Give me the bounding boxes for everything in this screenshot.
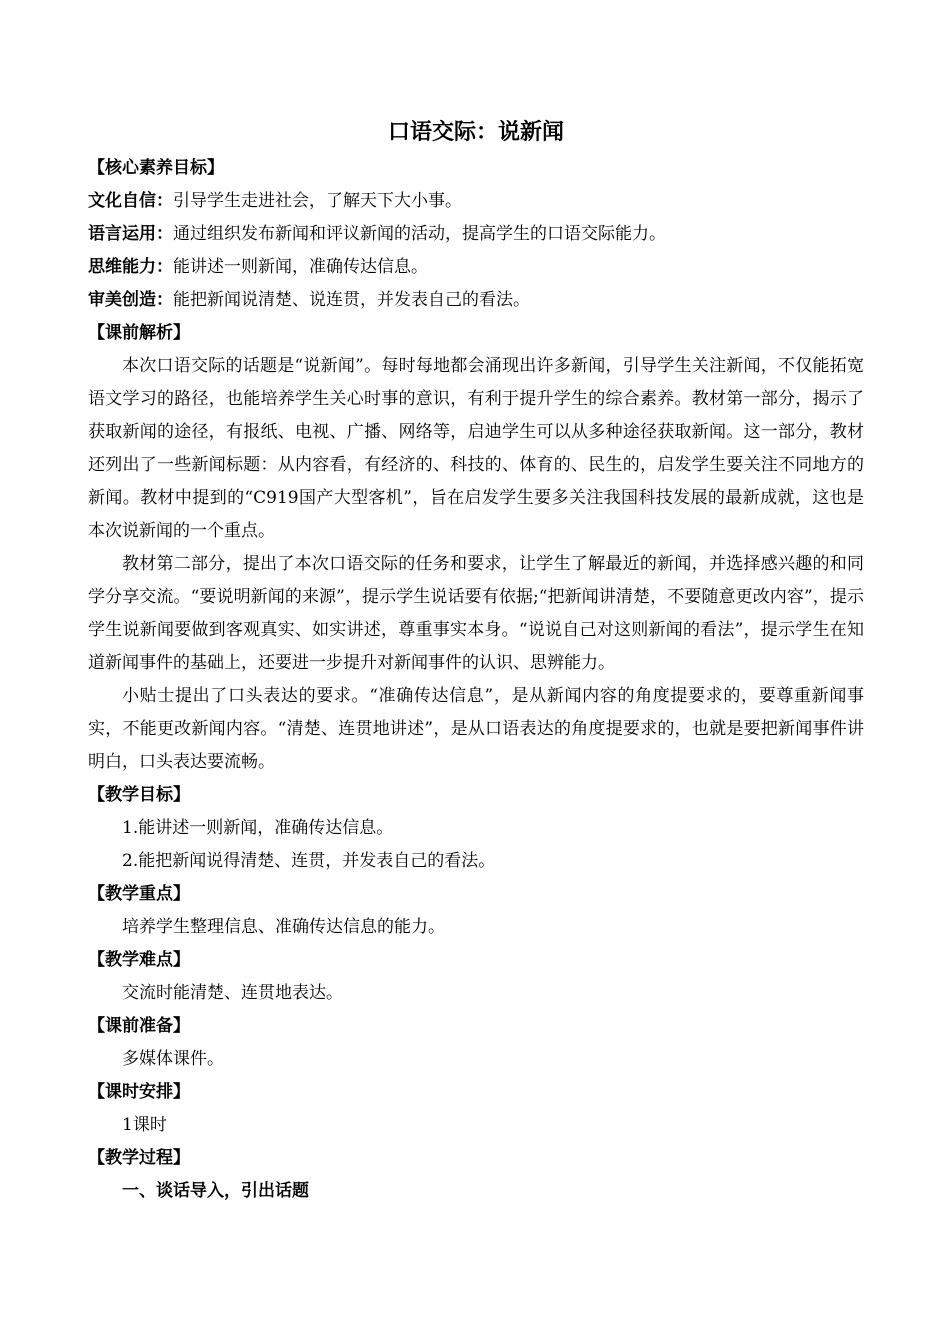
section-heading-core-goals: 【核心素养目标】 bbox=[88, 158, 224, 178]
goal-text: 能把新闻说清楚、说连贯，并发表自己的看法。 bbox=[173, 290, 530, 310]
section-heading-analysis: 【课前解析】 bbox=[88, 323, 190, 343]
section-heading-difficulties: 【教学难点】 bbox=[88, 950, 190, 970]
section-heading-schedule: 【课时安排】 bbox=[88, 1082, 190, 1102]
goal-label: 审美创造： bbox=[88, 290, 173, 310]
goal-item-aesthetic bbox=[88, 284, 864, 317]
preparation-text: 多媒体课件。 bbox=[122, 1049, 224, 1069]
section-heading-key-points: 【教学重点】 bbox=[88, 884, 190, 904]
goal-label: 思维能力： bbox=[88, 257, 173, 277]
goal-text: 通过组织发布新闻和评议新闻的活动，提高学生的口语交际能力。 bbox=[173, 224, 666, 244]
process-step-1: 一、谈话导入，引出话题 bbox=[122, 1181, 309, 1201]
goal-text: 引导学生走进社会，了解天下大小事。 bbox=[173, 191, 462, 211]
analysis-paragraph-2: 教材第二部分，提出了本次口语交际的任务和要求，让学生了解最近的新闻，并选择感兴趣的和同学分享交流。“要说明新闻的来源”，提示学生说话要有依据;“把新闻讲清楚，不要随意更改内容”，提示学生说新闻要做到客观真实、如实讲述，尊重事实本身。“说说自己对这则新闻的看法”，提示学生在知道新闻事件的基础上，还要进一步提升对新闻事件的认识、思辨能力。 bbox=[88, 554, 864, 673]
goal-item-thinking bbox=[88, 251, 864, 284]
section-heading-process: 【教学过程】 bbox=[88, 1148, 190, 1168]
document-title: 口语交际：说新闻 bbox=[387, 119, 564, 145]
difficulties-text: 交流时能清楚、连贯地表达。 bbox=[122, 983, 343, 1003]
goal-label: 语言运用： bbox=[88, 224, 173, 244]
section-heading-preparation: 【课前准备】 bbox=[88, 1016, 190, 1036]
goal-text: 能讲述一则新闻，准确传达信息。 bbox=[173, 257, 428, 277]
goal-item-language bbox=[88, 218, 864, 251]
analysis-paragraph-3: 小贴士提出了口头表达的要求。“准确传达信息”，是从新闻内容的角度提要求的，要尊重新闻事实，不能更改新闻内容。“清楚、连贯地讲述”，是从口语表达的角度提要求的，也就是要把新闻事件讲明白，口头表达要流畅。 bbox=[88, 686, 864, 772]
schedule-text: 1课时 bbox=[122, 1115, 167, 1135]
section-heading-teaching-goals: 【教学目标】 bbox=[88, 785, 190, 805]
teaching-goal-1: 1.能讲述一则新闻，准确传达信息。 bbox=[122, 818, 394, 838]
key-points-text: 培养学生整理信息、准确传达信息的能力。 bbox=[122, 917, 445, 937]
analysis-paragraph-1: 本次口语交际的话题是“说新闻”。每时每地都会涌现出许多新闻，引导学生关注新闻，不仅能拓宽语文学习的路径，也能培养学生关心时事的意识，有利于提升学生的综合素养。教材第一部分，揭示了获取新闻的途径，有报纸、电视、广播、网络等，启迪学生可以从多种途径获取新闻。这一部分，教材还列出了一些新闻标题：从内容看，有经济的、科技的、体育的、民生的，启发学生要关注不同地方的新闻。教材中提到的“C919国产大型客机”，旨在启发学生要多关注我国科技发展的最新成就，这也是本次说新闻的一个重点。 bbox=[88, 356, 864, 541]
goal-label: 文化自信： bbox=[88, 191, 173, 211]
document-page bbox=[88, 112, 864, 1208]
goal-item-culture bbox=[88, 185, 864, 218]
teaching-goal-2: 2.能把新闻说得清楚、连贯，并发表自己的看法。 bbox=[122, 851, 496, 871]
